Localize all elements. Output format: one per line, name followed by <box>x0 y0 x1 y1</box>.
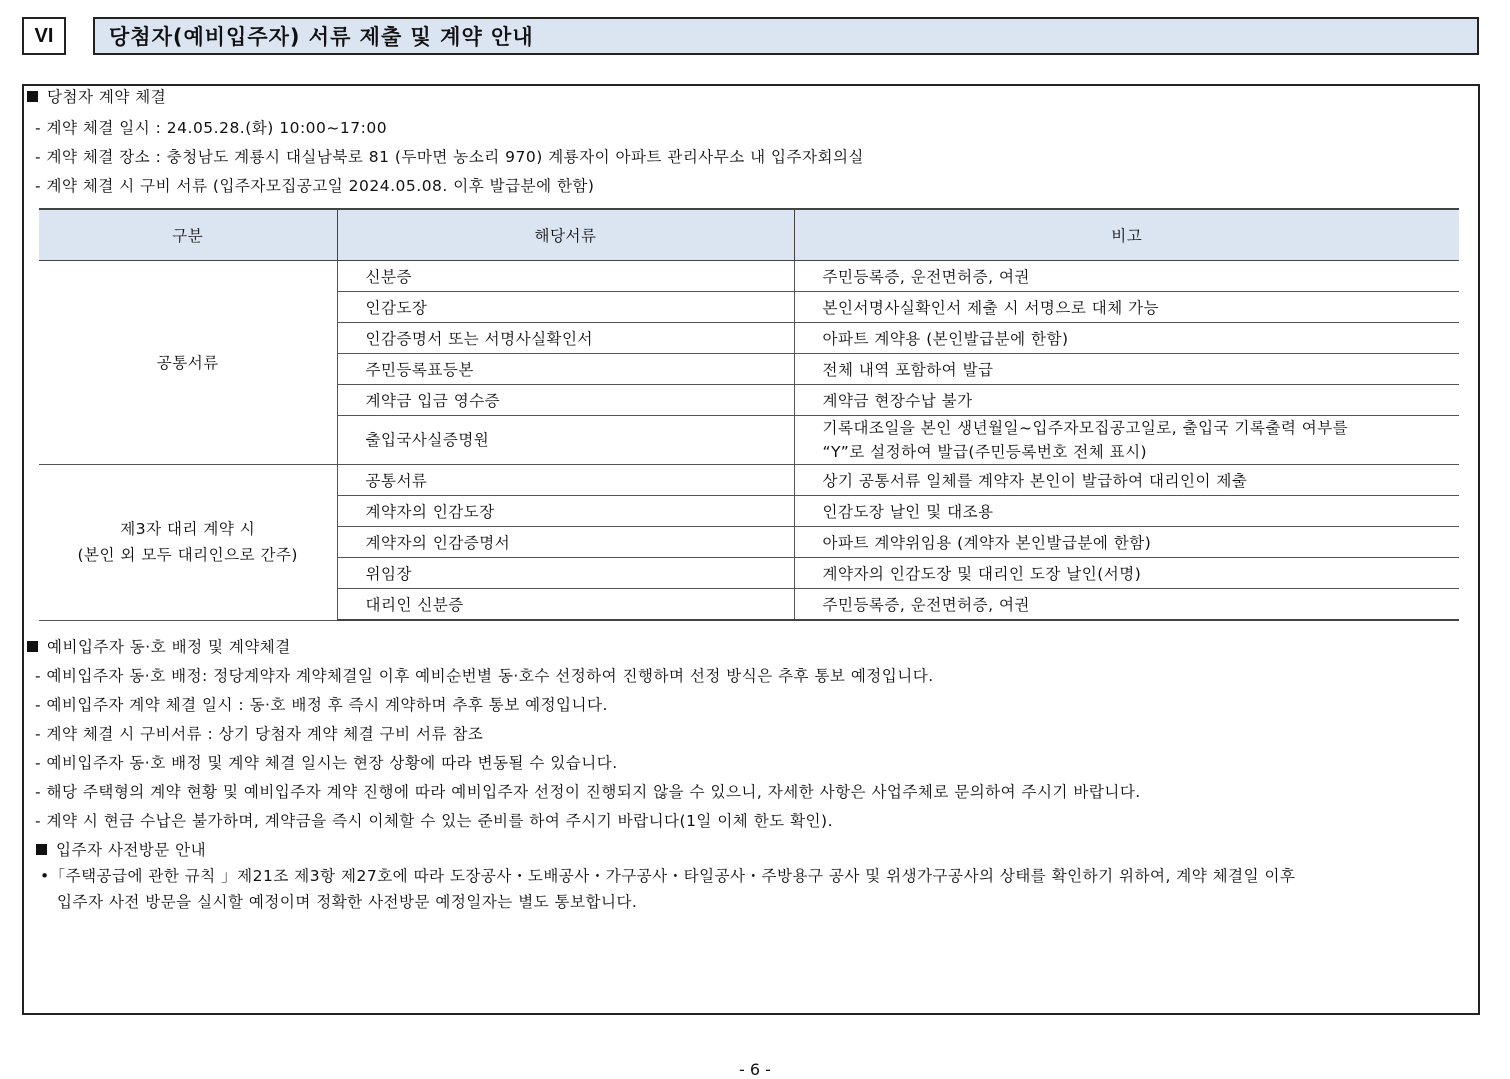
bullet-square-icon <box>27 91 38 102</box>
table-header-document: 해당서류 <box>337 209 794 261</box>
note-cell: 본인서명사실확인서 제출 시 서명으로 대체 가능 <box>794 292 1459 323</box>
visit-line: •「주택공급에 관한 규칙 」제21조 제3항 제27호에 따라 도장공사・도배공사・가구공사・타일공사・주방용구 공사 및 위생가구공사의 상태를 확인하기 위하여, 계약 체결일 이후 <box>40 867 1296 885</box>
table-header-category: 구분 <box>39 209 337 261</box>
note-cell: 상기 공통서류 일체를 계약자 본인이 발급하여 대리인이 제출 <box>794 465 1459 496</box>
document-cell: 신분증 <box>337 261 794 292</box>
required-documents-table <box>39 208 1459 621</box>
table-header-note: 비고 <box>794 209 1459 261</box>
table-row <box>39 465 1459 496</box>
note-line: 기록대조일을 본인 생년월일~입주자모집공고일로, 출입국 기록출력 여부를 <box>822 419 1349 437</box>
table-row <box>39 261 1459 292</box>
reserve-line: - 계약 체결 시 구비서류 : 상기 당첨자 계약 체결 구비 서류 참조 <box>35 725 484 743</box>
document-cell: 위임장 <box>337 558 794 589</box>
section-title: 당첨자(예비입주자) 서류 제출 및 계약 안내 <box>93 17 1479 55</box>
note-cell: 계약자의 인감도장 및 대리인 도장 날인(서명) <box>794 558 1459 589</box>
document-cell: 출입국사실증명원 <box>337 416 794 465</box>
document-cell: 계약자의 인감증명서 <box>337 527 794 558</box>
visit-heading-line <box>36 838 206 860</box>
visit-line: 입주자 사전 방문을 실시할 예정이며 정확한 사전방문 예정일자는 별도 통보합니다. <box>57 893 638 911</box>
document-cell: 공통서류 <box>337 465 794 496</box>
contract-line: - 계약 체결 시 구비 서류 (입주자모집공고일 2024.05.08. 이후 발급분에 한함) <box>35 177 595 195</box>
contract-heading: 당첨자 계약 체결 <box>47 88 167 106</box>
document-cell: 계약자의 인감도장 <box>337 496 794 527</box>
note-cell: 주민등록증, 운전면허증, 여권 <box>794 589 1459 621</box>
bullet-square-icon <box>36 844 47 855</box>
note-cell: 주민등록증, 운전면허증, 여권 <box>794 261 1459 292</box>
contract-line: - 계약 체결 장소 : 충청남도 계룡시 대실남북로 81 (두마면 농소리 970) 계룡자이 아파트 관리사무소 내 입주자회의실 <box>35 148 864 166</box>
category-common: 공통서류 <box>39 261 337 465</box>
note-line: “Y”로 설정하여 발급(주민등록번호 전체 표시) <box>822 443 1148 461</box>
reserve-heading: 예비입주자 동·호 배정 및 계약체결 <box>47 638 291 656</box>
category-proxy-line: 제3자 대리 계약 시 <box>120 520 256 539</box>
reserve-line: - 예비입주자 동·호 배정: 정당계약자 계약체결일 이후 예비순번별 동·호수 선정하여 진행하며 선정 방식은 추후 통보 예정입니다. <box>35 667 934 685</box>
category-proxy <box>39 465 337 621</box>
reserve-line: - 예비입주자 동·호 배정 및 계약 체결 일시는 현장 상황에 따라 변동될 수 있습니다. <box>35 754 618 772</box>
bullet-square-icon <box>27 641 38 652</box>
document-cell: 대리인 신분증 <box>337 589 794 621</box>
note-cell: 계약금 현장수납 불가 <box>794 385 1459 416</box>
section-number: VI <box>22 17 66 55</box>
document-cell: 계약금 입금 영수증 <box>337 385 794 416</box>
reserve-line: - 계약 시 현금 수납은 불가하며, 계약금을 즉시 이체할 수 있는 준비를 하여 주시기 바랍니다(1일 이체 한도 확인). <box>35 812 834 830</box>
contract-heading-line <box>27 85 166 107</box>
reserve-line: - 예비입주자 계약 체결 일시 : 동·호 배정 후 즉시 계약하며 추후 통보 예정입니다. <box>35 696 608 714</box>
visit-heading: 입주자 사전방문 안내 <box>56 841 207 859</box>
page-number: - 6 - <box>739 1060 771 1079</box>
reserve-line: - 해당 주택형의 계약 현황 및 예비입주자 계약 진행에 따라 예비입주자 선정이 진행되지 않을 수 있으니, 자세한 사항은 사업주체로 문의하여 주시기 바랍니다. <box>35 783 1141 801</box>
document-cell: 주민등록표등본 <box>337 354 794 385</box>
note-cell: 아파트 계약위임용 (계약자 본인발급분에 한함) <box>794 527 1459 558</box>
note-cell: 인감도장 날인 및 대조용 <box>794 496 1459 527</box>
table-header-row <box>39 209 1459 261</box>
reserve-heading-line <box>27 635 291 657</box>
note-cell <box>794 416 1459 465</box>
note-cell: 전체 내역 포함하여 발급 <box>794 354 1459 385</box>
document-cell: 인감도장 <box>337 292 794 323</box>
category-proxy-line: (본인 외 모두 대리인으로 간주) <box>77 546 298 565</box>
contract-line: - 계약 체결 일시 : 24.05.28.(화) 10:00~17:00 <box>35 119 388 137</box>
note-cell: 아파트 계약용 (본인발급분에 한함) <box>794 323 1459 354</box>
document-cell: 인감증명서 또는 서명사실확인서 <box>337 323 794 354</box>
